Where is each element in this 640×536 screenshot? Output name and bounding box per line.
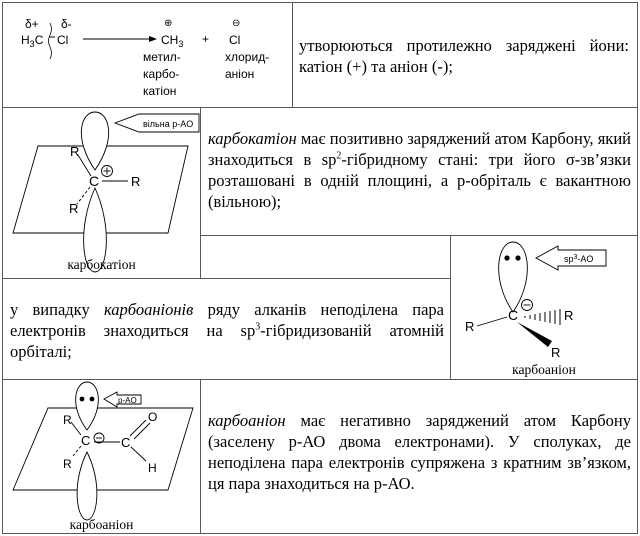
substituent-r-right: R (131, 174, 141, 189)
carbocation-diagram (3, 108, 202, 280)
row1-text-cell (292, 2, 638, 108)
chloride-formula: Cl (229, 33, 241, 47)
bond-c-r-bottom (73, 446, 81, 456)
carbon-atom: C (89, 173, 100, 189)
row2-text-cell (200, 107, 638, 236)
row2-figure-cell (2, 107, 201, 279)
term-carbanion: карбоаніон (208, 411, 286, 430)
substituent-r-top: R (70, 144, 80, 159)
plus-charge-icon: ⊕ (164, 18, 173, 29)
row4-text: карбоаніон має негативно заряджений атом Карбону (заселену р-АО двома електронами). У сполуках, де неподілена пара електронів супряжена з кратним зв’язком, ця пара знаходиться на р-АО. (208, 411, 631, 493)
oxygen-atom: O (148, 410, 158, 424)
term-carbocation: карбокатіон (208, 129, 297, 148)
row2-empty-cell (200, 235, 451, 279)
conjugated-carbanion-diagram (3, 380, 202, 535)
bond-c-r-top (71, 422, 81, 435)
bond-break-mark (49, 23, 52, 59)
methyl-formula: $CH_3$ (161, 33, 184, 49)
delta-plus-label: δ+ (25, 17, 39, 31)
carbocation-caption: карбокатіон (67, 257, 136, 272)
alkyl-carbanion-caption: карбоаніон (512, 362, 576, 377)
conjugated-carbanion-caption: карбоаніон (69, 517, 134, 532)
carbon-atom: C (81, 433, 91, 448)
lower-p-orbital-lobe (77, 452, 97, 520)
cation-label-line2: карбо- (143, 67, 180, 81)
substituent-r-bottom: R (63, 457, 72, 471)
row4-figure-cell (2, 379, 201, 534)
minus-charge-icon: ⊖ (232, 18, 241, 29)
bond-c-r-left (477, 317, 507, 326)
heterolysis-scheme (3, 3, 294, 109)
electron-dot-1 (504, 255, 509, 260)
electron-dot-2 (515, 255, 520, 260)
delta-minus-label: δ- (61, 17, 72, 31)
substituent-r-bottom: R (69, 201, 79, 216)
term-carbanions: карбоаніонів (103, 300, 194, 319)
sp2-plane (13, 408, 193, 490)
row4-text-cell (200, 379, 638, 534)
h3c-formula: $H_3C$ (21, 33, 44, 49)
anion-label-line2: аніон (225, 67, 255, 81)
orbital-label: $sp^3-AO$ (564, 254, 594, 264)
bond-c-r-bottom (77, 187, 90, 204)
anion-label-line1: хлорид- (225, 50, 270, 64)
row3-text-cell (2, 278, 451, 380)
cation-label-line1: метил- (143, 50, 181, 64)
hashed-wedge-bond (525, 309, 560, 325)
cation-label-line3: катіон (143, 84, 177, 98)
carbonyl-carbon: C (121, 435, 131, 450)
substituent-r-bottom: R (551, 345, 561, 360)
plus-sign: + (202, 32, 210, 46)
electron-dot-1 (80, 397, 85, 402)
electron-dot-2 (90, 397, 95, 402)
hydrogen-atom: H (148, 461, 157, 475)
double-bond-line-1 (130, 420, 146, 436)
reaction-arrowhead (149, 36, 157, 42)
substituent-r-left: R (465, 319, 475, 334)
bond-c-h (131, 447, 146, 461)
carbon-atom: C (508, 307, 519, 323)
upper-p-orbital-lobe (76, 382, 99, 430)
orbital-label: p-AO (118, 396, 137, 405)
row3-figure-cell (450, 235, 638, 380)
row3-text: у випадку карбоаніонів ряду алканів неподілена пара електронів знаходиться на $sp^3$-гібридизованій атомній орбіталі; (10, 300, 444, 361)
row2-text: карбокатіон має позитивно заряджений атом Карбону, який знаходиться в $sp^2$-гібридному стані: три його σ-зв’язки розташовані в одній площині, а р-обріталь є вакантною (вільною); (208, 129, 631, 211)
orbital-label: вільна p-AO (143, 119, 194, 129)
substituent-r-top: R (63, 413, 72, 427)
row1-scheme-cell (2, 2, 293, 108)
double-bond-line-2 (134, 423, 150, 439)
alkyl-carbanion-diagram (451, 236, 639, 381)
solid-wedge-bond (517, 322, 552, 347)
row1-text: утворюються протилежно заряджені йони: катіон (+) та аніон (-); (299, 36, 629, 76)
substituent-r-right: R (564, 308, 574, 323)
chlorine-atom-left: Cl (57, 33, 69, 47)
upper-p-orbital-lobe (81, 112, 108, 170)
